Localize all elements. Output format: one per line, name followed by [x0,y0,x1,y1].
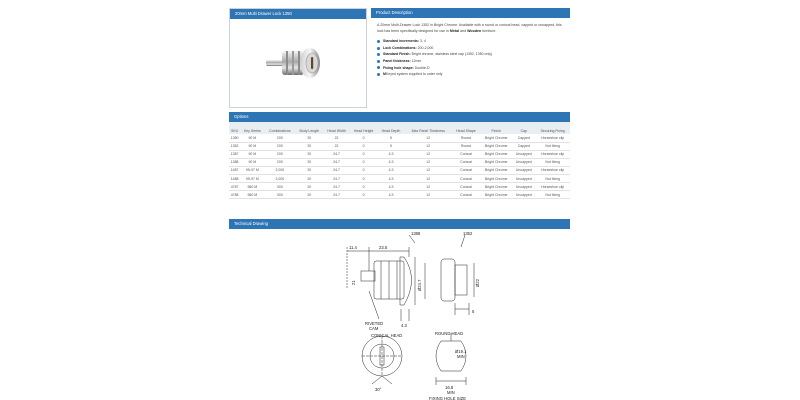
table-body [229,134,570,199]
table-cell: Conical [452,158,480,166]
table-cell: Uncapped [512,183,535,191]
product-panel-title: 20mm Multi Drawer Lock 1350 [230,9,366,19]
table-cell: Conical [452,166,480,174]
shaft-shape [361,271,375,281]
table-cell: 4.3 [378,158,405,166]
table-cell: 200 [264,158,295,166]
spec-item: Standard Finish: Bright chrome, stainless steel cap (1352, 1350 only) [377,51,564,58]
table-cell: 24.7 [323,166,349,174]
table-cell: 4.3 [378,174,405,182]
table-cell: Horseshoe clip [535,134,570,142]
description-text: A 20mm Multi-Drawer Lock 1352 in Bright Chrome. Available with a round or conical head, capped or uncapped, this lock has been specifically designed for use in Metal and Wooden furniture. [377,23,562,33]
spec-item: MKeyed system supplied to order only [377,71,564,78]
table-cell: 200 [264,150,295,158]
column-header: Cap [520,129,528,133]
table-cell: 24.7 [323,174,349,182]
column-header: Head Shape [456,129,476,133]
description-panel [371,8,570,108]
table-cell: 1488 [229,174,240,182]
table-cell: 4788 [229,191,240,199]
dim-label: Ø22 [475,279,480,287]
table-cell: 0 [350,166,378,174]
spec-item: Fixing hole shape: Double-D [377,65,564,72]
fixing-hole-label: FIXING HOLE SIZE [429,396,466,400]
table-cell: 20 [295,166,323,174]
technical-drawing [229,229,570,400]
dim-label: 11.4 [349,245,357,250]
angle-label: 30° [375,387,382,392]
table-cell: 12 [404,158,452,166]
table-cell: 0 [350,183,378,191]
column-header: Head Height [353,129,374,133]
table-cell: 20 [295,191,323,199]
column-header: Finish [491,129,501,133]
table-cell: 200 [264,134,295,142]
table-cell: 22 [323,142,349,150]
table-cell: 20 [295,174,323,182]
table-cell: Nut fixing [535,191,570,199]
table-cell: Round [452,142,480,150]
table-cell: 20 [295,150,323,158]
spec-item: Standard increments: 3, 4 [377,38,564,45]
riveted-cam-label: CAM [369,326,379,331]
table-cell: 24.7 [323,150,349,158]
table-cell: 24.7 [323,191,349,199]
round-head-label: ROUND HEAD [435,331,464,336]
table-cell: 0 [350,191,378,199]
round-head-shape [441,259,455,301]
table-cell: 4.3 [378,191,405,199]
column-header: Max Panel Thickness [411,129,445,133]
options-title: Options [229,112,570,122]
table-cell: Nut fixing [535,142,570,150]
dim-label: Ø19.1 [455,349,467,354]
lock-photo-icon [260,39,340,89]
table-cell: 1388 [229,158,240,166]
table-cell: 20 [295,142,323,150]
table-cell: Conical [452,150,480,158]
table-cell: Round [452,134,480,142]
product-image-panel [229,8,367,108]
table-cell: 300 [264,191,295,199]
table-row [229,174,570,182]
table-cell: 2,000 [264,166,295,174]
spec-list [371,37,570,79]
sku-label: 1388 [411,231,421,236]
table-cell: Horseshoe clip [535,183,570,191]
table-cell: Nut fixing [535,158,570,166]
table-cell: Horseshoe clip [535,166,570,174]
table-cell: Bright Chrome [480,134,512,142]
table-cell: 22 [323,134,349,142]
column-header: Head Width [327,129,346,133]
table-cell: 95-97 M [240,166,264,174]
table-row [229,150,570,158]
table-cell: Bright Chrome [480,191,512,199]
table-cell: 0 [350,150,378,158]
table-cell: 12 [404,174,452,182]
table-cell: 1350 [229,134,240,142]
table-cell: 90 M [240,134,264,142]
table-cell: 20 [295,134,323,142]
table-cell: 90 M [240,142,264,150]
column-header: Securing Fixing [540,129,565,133]
table-cell: 0 [350,174,378,182]
table-cell: 200 [264,142,295,150]
table-row [229,142,570,150]
dim-label: 16.8 [445,385,454,390]
description-panel-title: Product Description [371,8,570,18]
conical-head-label: CONICAL HEAD [371,333,403,338]
table-cell: 0 [350,158,378,166]
dim-label: 5 [472,309,475,314]
table-cell: Uncapped [512,158,535,166]
table-cell: 12 [404,150,452,158]
table-cell: Bright Chrome [480,158,512,166]
table-cell: 4.3 [378,150,405,158]
table-cell: 0 [350,142,378,150]
table-cell: Conical [452,183,480,191]
table-cell: 12 [404,166,452,174]
spec-item: Panel thickness: 12mm [377,58,564,65]
table-cell: Capped [512,142,535,150]
table-cell: Bright Chrome [480,150,512,158]
column-header: Body Length [299,129,320,133]
dim-label: 23.5 [379,245,388,250]
column-header: Key Series [243,129,261,133]
table-cell: 2,000 [264,174,295,182]
dim-label: 21 [351,280,356,285]
table-cell: 12 [404,142,452,150]
table-cell: Conical [452,191,480,199]
sku-label: 1352 [463,231,473,236]
table-cell: Nut fixing [535,174,570,182]
table-cell: 95-97 M [240,174,264,182]
table-cell: 20 [295,158,323,166]
spec-item: Lock Combinations: 200-2,000 [377,45,564,52]
table-cell: 90 M [240,150,264,158]
product-sheet [229,8,570,400]
column-header: Head Depth [381,129,401,133]
column-header: Combinations [269,129,291,133]
technical-drawing-section [229,219,570,400]
table-cell: 980 M [240,191,264,199]
table-cell: Uncapped [512,150,535,158]
dim-label: Ø24.7 [417,279,422,291]
dim-label: MIN [457,354,465,359]
column-header: SKU [230,129,239,133]
table-cell: 12 [404,183,452,191]
options-section [229,112,570,199]
table-cell: Capped [512,134,535,142]
conical-head-shape [400,257,412,305]
dim-label: 4.3 [401,323,407,328]
table-row [229,158,570,166]
table-cell: Horseshoe clip [535,150,570,158]
options-table [229,122,570,199]
table-cell: Uncapped [512,166,535,174]
table-row [229,191,570,199]
riveted-cam-label: RIVETED [365,321,384,326]
table-cell: Bright Chrome [480,183,512,191]
table-cell: 300 [264,183,295,191]
table-cell: Conical [452,174,480,182]
table-row [229,183,570,191]
table-header-row [229,122,570,134]
table-cell: 4.3 [378,183,405,191]
table-cell: Uncapped [512,174,535,182]
table-cell: Bright Chrome [480,166,512,174]
table-cell: 4.3 [378,166,405,174]
table-cell: 12 [404,134,452,142]
table-cell: 24.7 [323,158,349,166]
table-cell: 5 [378,134,405,142]
table-cell: 1387 [229,150,240,158]
table-cell: 5 [378,142,405,150]
table-cell: 0 [350,134,378,142]
table-cell: 1352 [229,142,240,150]
table-cell: 24.7 [323,183,349,191]
dim-label: MIN [447,390,455,395]
table-cell: Bright Chrome [480,174,512,182]
table-cell: 980 M [240,183,264,191]
table-row [229,134,570,142]
table-cell: 20 [295,183,323,191]
technical-title: Technical Drawing [229,219,570,229]
table-row [229,166,570,174]
table-cell: Bright Chrome [480,142,512,150]
table-cell: 90 M [240,158,264,166]
table-cell: 4787 [229,183,240,191]
table-cell: 1487 [229,166,240,174]
table-cell: Uncapped [512,191,535,199]
table-cell: 12 [404,191,452,199]
